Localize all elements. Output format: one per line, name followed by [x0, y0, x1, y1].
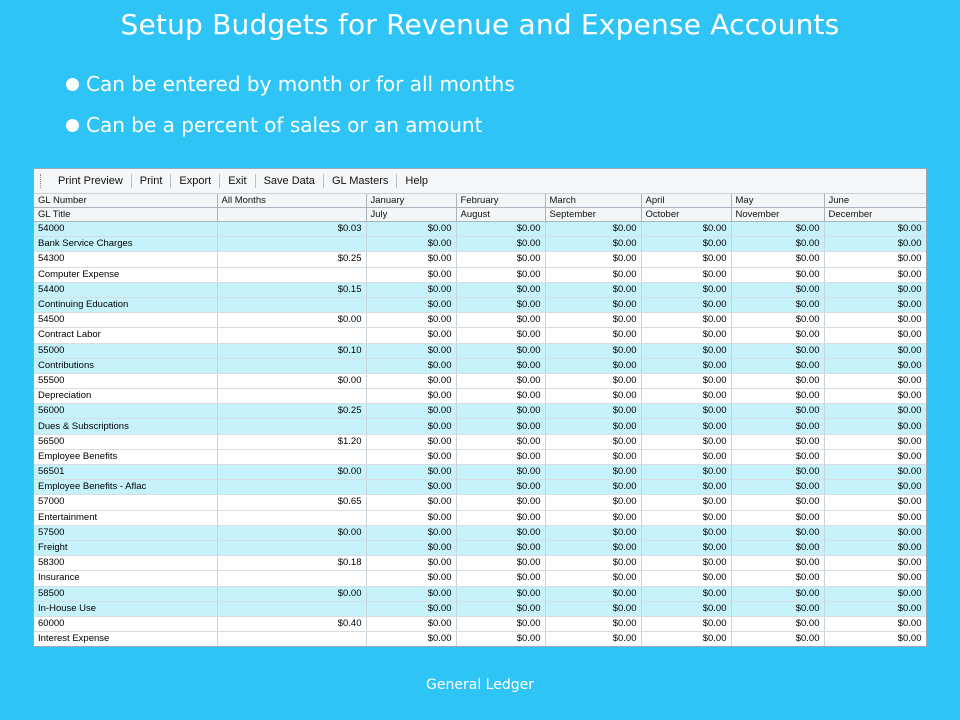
table-row: [34, 313, 926, 328]
month-amount-cell[interactable]: $0.00: [731, 252, 824, 267]
month-amount-cell[interactable]: $0.00: [456, 222, 545, 237]
month-amount-cell[interactable]: $0.00: [824, 434, 926, 449]
month-amount-cell[interactable]: $0.00: [545, 434, 641, 449]
month-amount-cell[interactable]: $0.00: [731, 571, 824, 586]
month-amount-cell[interactable]: $0.00: [366, 252, 456, 267]
month-amount-cell[interactable]: $0.00: [641, 282, 731, 297]
table-row: [34, 222, 926, 237]
column-header[interactable]: February: [456, 194, 545, 208]
month-amount-cell[interactable]: $0.00: [731, 313, 824, 328]
month-amount-cell[interactable]: $0.00: [366, 540, 456, 555]
month-amount-cell[interactable]: $0.00: [731, 510, 824, 525]
column-header[interactable]: May: [731, 194, 824, 208]
month-amount-cell[interactable]: $0.00: [731, 343, 824, 358]
month-amount-cell[interactable]: $0.00: [824, 237, 926, 252]
month-amount-cell[interactable]: $0.00: [545, 480, 641, 495]
all-months-cell[interactable]: $0.00: [217, 525, 366, 540]
month-amount-cell[interactable]: $0.00: [545, 222, 641, 237]
month-amount-cell[interactable]: $0.00: [641, 434, 731, 449]
month-amount-cell[interactable]: $0.00: [545, 601, 641, 616]
month-amount-cell[interactable]: $0.00: [545, 419, 641, 434]
all-months-cell[interactable]: $0.40: [217, 616, 366, 631]
month-amount-cell[interactable]: $0.00: [456, 632, 545, 647]
month-amount-cell[interactable]: $0.00: [641, 252, 731, 267]
month-amount-cell[interactable]: $0.00: [731, 328, 824, 343]
month-amount-cell[interactable]: $0.00: [545, 556, 641, 571]
month-amount-cell[interactable]: $0.00: [366, 525, 456, 540]
month-amount-cell[interactable]: $0.00: [545, 510, 641, 525]
column-header-row: [34, 194, 926, 208]
gl-title-cell[interactable]: Entertainment: [34, 510, 217, 525]
month-amount-cell[interactable]: $0.00: [456, 404, 545, 419]
month-amount-cell[interactable]: $0.00: [824, 297, 926, 312]
month-amount-cell[interactable]: $0.00: [456, 373, 545, 388]
month-amount-cell[interactable]: $0.00: [456, 480, 545, 495]
gl-number-cell[interactable]: 56500: [34, 434, 217, 449]
gl-title-cell[interactable]: Insurance: [34, 571, 217, 586]
column-header[interactable]: July: [366, 208, 456, 222]
month-amount-cell[interactable]: $0.00: [641, 313, 731, 328]
month-amount-cell[interactable]: $0.00: [456, 419, 545, 434]
gl-title-cell[interactable]: Employee Benefits - Aflac: [34, 480, 217, 495]
gl-title-cell[interactable]: Bank Service Charges: [34, 237, 217, 252]
all-months-blank-cell[interactable]: [217, 328, 366, 343]
menu-export[interactable]: Export: [171, 174, 220, 188]
month-amount-cell[interactable]: $0.00: [641, 343, 731, 358]
month-amount-cell[interactable]: $0.00: [824, 282, 926, 297]
table-row: [34, 449, 926, 464]
month-amount-cell[interactable]: $0.00: [545, 616, 641, 631]
gl-number-cell[interactable]: 56000: [34, 404, 217, 419]
all-months-blank-cell[interactable]: [217, 632, 366, 647]
month-amount-cell[interactable]: $0.00: [545, 237, 641, 252]
table-row: [34, 571, 926, 586]
all-months-blank-cell[interactable]: [217, 449, 366, 464]
month-amount-cell[interactable]: $0.00: [545, 328, 641, 343]
month-amount-cell[interactable]: $0.00: [545, 525, 641, 540]
menu-bar: [34, 169, 926, 194]
all-months-blank-cell[interactable]: [217, 267, 366, 282]
gl-number-cell[interactable]: 54000: [34, 222, 217, 237]
gl-title-cell[interactable]: In-House Use: [34, 601, 217, 616]
month-amount-cell[interactable]: $0.00: [731, 449, 824, 464]
month-amount-cell[interactable]: $0.00: [366, 222, 456, 237]
month-amount-cell[interactable]: $0.00: [366, 465, 456, 480]
month-amount-cell[interactable]: $0.00: [824, 525, 926, 540]
month-amount-cell[interactable]: $0.00: [456, 358, 545, 373]
gl-number-cell[interactable]: 58500: [34, 586, 217, 601]
gl-number-cell[interactable]: 60000: [34, 616, 217, 631]
budget-window: [33, 168, 927, 647]
month-amount-cell[interactable]: $0.00: [641, 328, 731, 343]
table-row: [34, 495, 926, 510]
month-amount-cell[interactable]: $0.00: [366, 373, 456, 388]
bullet-text: Can be entered by month or for all months: [86, 72, 515, 96]
all-months-cell[interactable]: $0.00: [217, 313, 366, 328]
month-amount-cell[interactable]: $0.00: [366, 343, 456, 358]
all-months-blank-cell[interactable]: [217, 237, 366, 252]
month-amount-cell[interactable]: $0.00: [545, 297, 641, 312]
table-row: [34, 419, 926, 434]
month-amount-cell[interactable]: $0.00: [641, 449, 731, 464]
month-amount-cell[interactable]: $0.00: [731, 601, 824, 616]
month-amount-cell[interactable]: $0.00: [641, 389, 731, 404]
month-amount-cell[interactable]: $0.00: [824, 267, 926, 282]
bullet-dot-icon: [66, 119, 79, 132]
month-amount-cell[interactable]: $0.00: [366, 616, 456, 631]
bullet-list: [66, 70, 515, 152]
month-amount-cell[interactable]: $0.00: [824, 510, 926, 525]
month-amount-cell[interactable]: $0.00: [366, 328, 456, 343]
month-amount-cell[interactable]: $0.00: [824, 571, 926, 586]
table-row: [34, 404, 926, 419]
budget-grid: [34, 194, 927, 647]
table-row: [34, 632, 926, 647]
month-amount-cell[interactable]: $0.00: [456, 252, 545, 267]
all-months-cell[interactable]: $0.03: [217, 222, 366, 237]
month-amount-cell[interactable]: $0.00: [824, 373, 926, 388]
all-months-cell[interactable]: $0.00: [217, 465, 366, 480]
all-months-blank-cell[interactable]: [217, 419, 366, 434]
month-amount-cell[interactable]: $0.00: [545, 632, 641, 647]
month-amount-cell[interactable]: $0.00: [641, 267, 731, 282]
menu-save-data[interactable]: Save Data: [256, 174, 324, 188]
column-header-row: [34, 208, 926, 222]
month-amount-cell[interactable]: $0.00: [731, 373, 824, 388]
all-months-blank-cell[interactable]: [217, 510, 366, 525]
month-amount-cell[interactable]: $0.00: [824, 495, 926, 510]
month-amount-cell[interactable]: $0.00: [545, 252, 641, 267]
month-amount-cell[interactable]: $0.00: [731, 222, 824, 237]
table-row: [34, 601, 926, 616]
month-amount-cell[interactable]: $0.00: [641, 358, 731, 373]
all-months-cell[interactable]: $0.00: [217, 586, 366, 601]
gl-title-cell[interactable]: Dues & Subscriptions: [34, 419, 217, 434]
column-header[interactable]: April: [641, 194, 731, 208]
column-header[interactable]: October: [641, 208, 731, 222]
gl-title-cell[interactable]: Computer Expense: [34, 267, 217, 282]
month-amount-cell[interactable]: $0.00: [731, 434, 824, 449]
month-amount-cell[interactable]: $0.00: [641, 495, 731, 510]
gl-title-cell[interactable]: Contract Labor: [34, 328, 217, 343]
column-header[interactable]: November: [731, 208, 824, 222]
month-amount-cell[interactable]: $0.00: [366, 237, 456, 252]
table-row: [34, 616, 926, 631]
gl-title-cell[interactable]: Employee Benefits: [34, 449, 217, 464]
all-months-cell[interactable]: $0.00: [217, 373, 366, 388]
gl-number-cell[interactable]: 55500: [34, 373, 217, 388]
month-amount-cell[interactable]: $0.00: [641, 222, 731, 237]
month-amount-cell[interactable]: $0.00: [641, 632, 731, 647]
table-row: [34, 465, 926, 480]
month-amount-cell[interactable]: $0.00: [731, 282, 824, 297]
bullet-item: [66, 70, 515, 98]
month-amount-cell[interactable]: $0.00: [545, 389, 641, 404]
table-row: [34, 328, 926, 343]
month-amount-cell[interactable]: $0.00: [456, 343, 545, 358]
all-months-cell[interactable]: $0.15: [217, 282, 366, 297]
month-amount-cell[interactable]: $0.00: [456, 282, 545, 297]
month-amount-cell[interactable]: $0.00: [366, 313, 456, 328]
month-amount-cell[interactable]: $0.00: [456, 297, 545, 312]
month-amount-cell[interactable]: $0.00: [731, 389, 824, 404]
gl-number-cell[interactable]: 57500: [34, 525, 217, 540]
column-header[interactable]: All Months: [217, 194, 366, 208]
toolbar-grip-icon[interactable]: [40, 174, 44, 188]
gl-number-cell[interactable]: 56501: [34, 465, 217, 480]
month-amount-cell[interactable]: $0.00: [731, 525, 824, 540]
month-amount-cell[interactable]: $0.00: [366, 419, 456, 434]
month-amount-cell[interactable]: $0.00: [545, 267, 641, 282]
table-row: [34, 586, 926, 601]
month-amount-cell[interactable]: $0.00: [731, 297, 824, 312]
bullet-dot-icon: [66, 78, 79, 91]
month-amount-cell[interactable]: $0.00: [824, 632, 926, 647]
month-amount-cell[interactable]: $0.00: [731, 404, 824, 419]
month-amount-cell[interactable]: $0.00: [366, 404, 456, 419]
month-amount-cell[interactable]: $0.00: [731, 540, 824, 555]
month-amount-cell[interactable]: $0.00: [456, 267, 545, 282]
gl-number-cell[interactable]: 54400: [34, 282, 217, 297]
month-amount-cell[interactable]: $0.00: [641, 510, 731, 525]
month-amount-cell[interactable]: $0.00: [366, 434, 456, 449]
column-header[interactable]: March: [545, 194, 641, 208]
all-months-blank-cell[interactable]: [217, 297, 366, 312]
table-row: [34, 237, 926, 252]
column-header[interactable]: [217, 208, 366, 222]
month-amount-cell[interactable]: $0.00: [641, 465, 731, 480]
month-amount-cell[interactable]: $0.00: [366, 510, 456, 525]
month-amount-cell[interactable]: $0.00: [545, 313, 641, 328]
month-amount-cell[interactable]: $0.00: [731, 267, 824, 282]
month-amount-cell[interactable]: $0.00: [545, 571, 641, 586]
gl-title-cell[interactable]: Depreciation: [34, 389, 217, 404]
month-amount-cell[interactable]: $0.00: [731, 480, 824, 495]
month-amount-cell[interactable]: $0.00: [824, 556, 926, 571]
menu-help[interactable]: Help: [405, 175, 429, 187]
month-amount-cell[interactable]: $0.00: [545, 282, 641, 297]
month-amount-cell[interactable]: $0.00: [731, 465, 824, 480]
menu-exit[interactable]: Exit: [220, 174, 255, 188]
month-amount-cell[interactable]: $0.00: [731, 495, 824, 510]
gl-number-cell[interactable]: 55000: [34, 343, 217, 358]
month-amount-cell[interactable]: $0.00: [641, 419, 731, 434]
menu-print-preview[interactable]: Print Preview: [50, 174, 132, 188]
menu-print[interactable]: Print: [132, 174, 172, 188]
all-months-blank-cell[interactable]: [217, 601, 366, 616]
column-header[interactable]: August: [456, 208, 545, 222]
all-months-blank-cell[interactable]: [217, 480, 366, 495]
month-amount-cell[interactable]: $0.00: [545, 449, 641, 464]
table-row: [34, 434, 926, 449]
month-amount-cell[interactable]: $0.00: [456, 237, 545, 252]
all-months-cell[interactable]: $0.65: [217, 495, 366, 510]
month-amount-cell[interactable]: $0.00: [824, 252, 926, 267]
month-amount-cell[interactable]: $0.00: [824, 540, 926, 555]
table-row: [34, 510, 926, 525]
month-amount-cell[interactable]: $0.00: [456, 525, 545, 540]
month-amount-cell[interactable]: $0.00: [731, 556, 824, 571]
bullet-item: [66, 111, 515, 139]
month-amount-cell[interactable]: $0.00: [641, 616, 731, 631]
gl-title-cell[interactable]: Freight: [34, 540, 217, 555]
month-amount-cell[interactable]: $0.00: [366, 480, 456, 495]
column-header[interactable]: GL Number: [34, 194, 217, 208]
month-amount-cell[interactable]: $0.00: [824, 616, 926, 631]
month-amount-cell[interactable]: $0.00: [456, 540, 545, 555]
month-amount-cell[interactable]: $0.00: [641, 586, 731, 601]
month-amount-cell[interactable]: $0.00: [545, 373, 641, 388]
all-months-blank-cell[interactable]: [217, 540, 366, 555]
gl-title-cell[interactable]: Interest Expense: [34, 632, 217, 647]
all-months-cell[interactable]: $0.10: [217, 343, 366, 358]
all-months-cell[interactable]: $0.25: [217, 252, 366, 267]
month-amount-cell[interactable]: $0.00: [366, 358, 456, 373]
month-amount-cell[interactable]: $0.00: [731, 616, 824, 631]
bullet-text: Can be a percent of sales or an amount: [86, 113, 483, 137]
month-amount-cell[interactable]: $0.00: [824, 343, 926, 358]
slide-footer: General Ledger: [426, 677, 534, 693]
month-amount-cell[interactable]: $0.00: [366, 297, 456, 312]
month-amount-cell[interactable]: $0.00: [456, 495, 545, 510]
month-amount-cell[interactable]: $0.00: [731, 632, 824, 647]
month-amount-cell[interactable]: $0.00: [366, 267, 456, 282]
month-amount-cell[interactable]: $0.00: [824, 358, 926, 373]
table-row: [34, 540, 926, 555]
table-row: [34, 480, 926, 495]
month-amount-cell[interactable]: $0.00: [456, 601, 545, 616]
month-amount-cell[interactable]: $0.00: [824, 222, 926, 237]
month-amount-cell[interactable]: $0.00: [366, 282, 456, 297]
month-amount-cell[interactable]: $0.00: [456, 586, 545, 601]
column-header[interactable]: January: [366, 194, 456, 208]
month-amount-cell[interactable]: $0.00: [456, 313, 545, 328]
month-amount-cell[interactable]: $0.00: [641, 480, 731, 495]
month-amount-cell[interactable]: $0.00: [545, 495, 641, 510]
month-amount-cell[interactable]: $0.00: [641, 525, 731, 540]
month-amount-cell[interactable]: $0.00: [366, 495, 456, 510]
month-amount-cell[interactable]: $0.00: [366, 586, 456, 601]
month-amount-cell[interactable]: $0.00: [545, 465, 641, 480]
gl-title-cell[interactable]: Continuing Education: [34, 297, 217, 312]
month-amount-cell[interactable]: $0.00: [824, 480, 926, 495]
gl-number-cell[interactable]: 54300: [34, 252, 217, 267]
month-amount-cell[interactable]: $0.00: [456, 449, 545, 464]
slide-title: Setup Budgets for Revenue and Expense Accounts: [120, 8, 840, 41]
month-amount-cell[interactable]: $0.00: [456, 465, 545, 480]
gl-number-cell[interactable]: 57000: [34, 495, 217, 510]
month-amount-cell[interactable]: $0.00: [456, 510, 545, 525]
all-months-cell[interactable]: $1.20: [217, 434, 366, 449]
gl-title-cell[interactable]: Contributions: [34, 358, 217, 373]
month-amount-cell[interactable]: $0.00: [824, 313, 926, 328]
all-months-blank-cell[interactable]: [217, 358, 366, 373]
month-amount-cell[interactable]: $0.00: [456, 556, 545, 571]
table-row: [34, 282, 926, 297]
all-months-blank-cell[interactable]: [217, 389, 366, 404]
month-amount-cell[interactable]: $0.00: [731, 358, 824, 373]
month-amount-cell[interactable]: $0.00: [641, 556, 731, 571]
table-row: [34, 343, 926, 358]
month-amount-cell[interactable]: $0.00: [456, 571, 545, 586]
month-amount-cell[interactable]: $0.00: [641, 571, 731, 586]
month-amount-cell[interactable]: $0.00: [824, 389, 926, 404]
month-amount-cell[interactable]: $0.00: [824, 328, 926, 343]
month-amount-cell[interactable]: $0.00: [456, 616, 545, 631]
column-header[interactable]: December: [824, 208, 926, 222]
table-row: [34, 252, 926, 267]
month-amount-cell[interactable]: $0.00: [366, 601, 456, 616]
month-amount-cell[interactable]: $0.00: [824, 601, 926, 616]
month-amount-cell[interactable]: $0.00: [824, 449, 926, 464]
gl-number-cell[interactable]: 54500: [34, 313, 217, 328]
table-row: [34, 267, 926, 282]
month-amount-cell[interactable]: $0.00: [366, 556, 456, 571]
month-amount-cell[interactable]: $0.00: [545, 540, 641, 555]
table-row: [34, 373, 926, 388]
month-amount-cell[interactable]: $0.00: [545, 404, 641, 419]
month-amount-cell[interactable]: $0.00: [366, 389, 456, 404]
month-amount-cell[interactable]: $0.00: [545, 586, 641, 601]
all-months-blank-cell[interactable]: [217, 571, 366, 586]
month-amount-cell[interactable]: $0.00: [731, 237, 824, 252]
month-amount-cell[interactable]: $0.00: [641, 601, 731, 616]
table-row: [34, 389, 926, 404]
column-header[interactable]: GL Title: [34, 208, 217, 222]
column-header[interactable]: June: [824, 194, 926, 208]
menu-gl-masters[interactable]: GL Masters: [324, 174, 397, 188]
month-amount-cell[interactable]: $0.00: [731, 586, 824, 601]
month-amount-cell[interactable]: $0.00: [641, 540, 731, 555]
table-row: [34, 297, 926, 312]
month-amount-cell[interactable]: $0.00: [731, 419, 824, 434]
month-amount-cell[interactable]: $0.00: [824, 404, 926, 419]
all-months-cell[interactable]: $0.25: [217, 404, 366, 419]
column-header[interactable]: September: [545, 208, 641, 222]
month-amount-cell[interactable]: $0.00: [824, 419, 926, 434]
month-amount-cell[interactable]: $0.00: [824, 586, 926, 601]
month-amount-cell[interactable]: $0.00: [824, 465, 926, 480]
month-amount-cell[interactable]: $0.00: [641, 237, 731, 252]
month-amount-cell[interactable]: $0.00: [456, 389, 545, 404]
month-amount-cell[interactable]: $0.00: [366, 449, 456, 464]
month-amount-cell[interactable]: $0.00: [366, 632, 456, 647]
month-amount-cell[interactable]: $0.00: [641, 404, 731, 419]
table-row: [34, 358, 926, 373]
all-months-cell[interactable]: $0.18: [217, 556, 366, 571]
table-row: [34, 556, 926, 571]
month-amount-cell[interactable]: $0.00: [366, 571, 456, 586]
month-amount-cell[interactable]: $0.00: [456, 328, 545, 343]
month-amount-cell[interactable]: $0.00: [641, 297, 731, 312]
gl-number-cell[interactable]: 58300: [34, 556, 217, 571]
month-amount-cell[interactable]: $0.00: [545, 358, 641, 373]
month-amount-cell[interactable]: $0.00: [456, 434, 545, 449]
month-amount-cell[interactable]: $0.00: [545, 343, 641, 358]
table-row: [34, 525, 926, 540]
month-amount-cell[interactable]: $0.00: [641, 373, 731, 388]
